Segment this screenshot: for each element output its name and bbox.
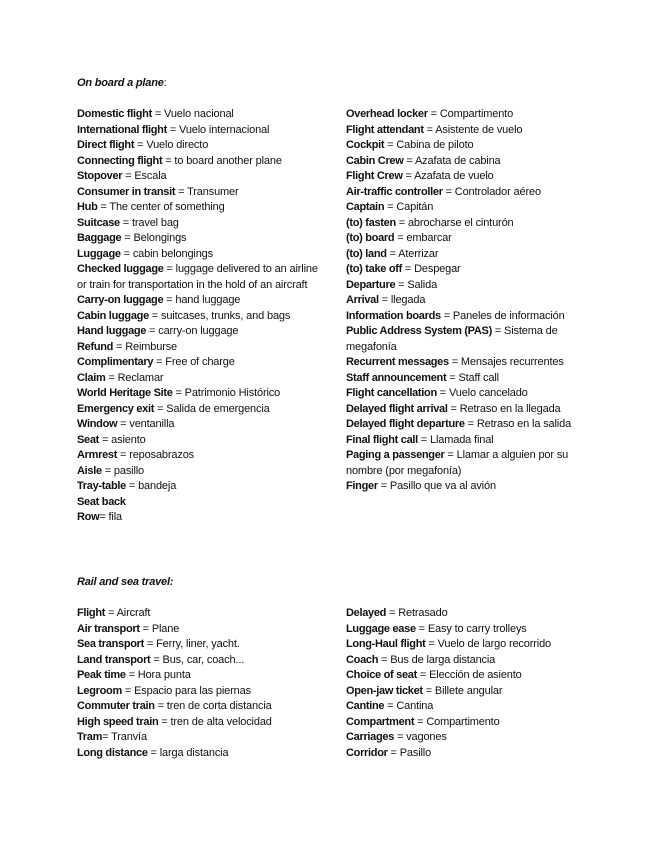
vocab-term: Overhead locker <box>346 108 428 120</box>
vocab-term: Land transport <box>77 653 151 666</box>
vocab-definition: Cabina de piloto <box>396 139 474 151</box>
vocab-separator: = <box>448 356 461 368</box>
vocab-entry <box>77 262 329 293</box>
vocab-term: Staff announcement <box>346 371 447 384</box>
vocab-entry <box>346 606 586 622</box>
vocab-definition: fila <box>108 511 122 523</box>
vocab-definition: abrocharse el cinturón <box>407 216 514 229</box>
vocab-entry <box>346 386 586 402</box>
vocab-definition: Bus, car, coach... <box>162 653 245 666</box>
vocab-entry <box>77 464 329 480</box>
vocab-entry <box>346 200 586 216</box>
vocab-entry <box>346 324 586 355</box>
vocab-term: Seat back <box>77 495 126 508</box>
vocab-entry <box>346 433 586 449</box>
vocab-separator: = <box>134 139 147 151</box>
vocab-term: Claim <box>77 371 106 384</box>
vocab-separator: = <box>117 418 130 430</box>
vocab-term: Stopover <box>77 170 123 182</box>
vocab-term: Tram <box>77 731 103 743</box>
vocab-term: Legroom <box>77 684 122 697</box>
vocab-entry <box>346 355 586 371</box>
vocab-term: Direct flight <box>77 139 135 151</box>
vocab-entry <box>346 417 586 433</box>
vocab-term: Compartment <box>346 715 415 728</box>
vocab-separator: = <box>442 185 455 198</box>
vocab-definition: Aircraft <box>116 607 151 619</box>
vocab-entry <box>77 107 329 123</box>
vocab-separator: = <box>163 294 176 306</box>
vocab-term: Arrival <box>346 294 379 306</box>
vocab-separator: = <box>113 340 126 353</box>
vocab-separator: = <box>384 139 397 151</box>
vocab-separator: = <box>99 511 109 523</box>
vocab-separator: = <box>423 123 436 136</box>
vocab-definition: Azafata de cabina <box>415 154 501 167</box>
vocab-entry <box>346 622 586 638</box>
vocab-separator: = <box>415 622 428 635</box>
vocab-term: (to) land <box>346 247 387 260</box>
vocab-definition: Belongings <box>133 232 187 244</box>
vocab-separator: = <box>387 746 400 759</box>
vocab-entry <box>77 448 329 464</box>
vocab-definition: Retraso en la llegada <box>459 402 561 415</box>
vocab-definition: tren de corta distancia <box>166 700 272 712</box>
vocab-definition: reposabrazos <box>129 449 195 461</box>
vocab-separator: = <box>491 325 505 337</box>
vocab-term: Checked luggage <box>77 263 164 275</box>
vocab-definition: Controlador aéreo <box>454 185 541 198</box>
vocab-separator: = <box>153 356 166 368</box>
vocab-entry <box>77 355 329 371</box>
vocab-term: Luggage ease <box>346 622 416 635</box>
vocab-term: Emergency exit <box>77 402 155 415</box>
vocab-entry <box>346 154 586 170</box>
vocab-term: Carry-on luggage <box>77 294 164 306</box>
vocab-definition: Billete angular <box>434 684 503 697</box>
vocab-separator: = <box>101 464 114 477</box>
vocab-term: Aisle <box>77 464 102 477</box>
vocab-definition: Vuelo nacional <box>164 108 234 120</box>
vocab-separator: = <box>166 123 180 136</box>
vocab-entry <box>346 262 586 278</box>
vocab-term: Cabin Crew <box>346 154 404 167</box>
section-heading-on-board: On board a plane: <box>77 77 167 89</box>
vocab-column-right <box>346 107 586 495</box>
vocab-entry <box>77 433 329 449</box>
vocab-entry <box>77 340 329 356</box>
vocab-entry <box>346 402 586 418</box>
vocab-definition: Staff call <box>458 371 499 384</box>
vocab-term: Armrest <box>77 449 118 461</box>
vocab-entry <box>346 169 586 185</box>
vocab-definition: bandeja <box>138 480 177 492</box>
vocab-definition: Vuelo de largo recorrido <box>437 638 552 650</box>
vocab-definition: llegada <box>390 294 426 306</box>
vocab-term: Final flight call <box>346 433 418 446</box>
vocab-separator: = <box>144 638 157 650</box>
vocab-definition: Elección de asiento <box>429 669 522 681</box>
vocab-term: Hand luggage <box>77 325 147 337</box>
vocab-term: Domestic flight <box>77 108 152 120</box>
vocab-entry <box>77 495 329 511</box>
vocab-entry <box>346 278 586 294</box>
vocab-separator: = <box>105 371 118 384</box>
vocab-term: Carriages <box>346 731 395 743</box>
vocab-entry <box>77 293 329 309</box>
vocab-term: Choice of seat <box>346 669 417 681</box>
vocab-entry <box>346 668 586 684</box>
vocab-definition: Escala <box>134 170 167 182</box>
vocab-term: Long distance <box>77 746 148 759</box>
vocab-definition: Patrimonio Histórico <box>184 387 281 399</box>
vocab-separator: = <box>403 154 415 167</box>
vocab-definition: The center of something <box>109 201 225 213</box>
vocab-definition: Llamar a alguien por su nombre (por megafonía) <box>346 449 569 477</box>
vocab-definition: asiento <box>111 433 146 446</box>
vocab-definition: Pasillo que va al avión <box>389 480 496 492</box>
vocab-separator: = <box>162 154 175 167</box>
vocab-entry <box>346 123 586 139</box>
vocab-definition: Salida <box>407 278 438 291</box>
vocab-entry <box>77 386 329 402</box>
vocab-separator: = <box>120 247 133 260</box>
vocab-definition: Tranvía <box>111 731 147 743</box>
vocab-entry <box>346 247 586 263</box>
vocab-term: Captain <box>346 201 385 213</box>
vocab-entry <box>77 653 329 669</box>
vocab-entry <box>77 699 329 715</box>
vocab-definition: carry-on luggage <box>158 325 239 337</box>
vocab-separator: = <box>440 309 453 322</box>
vocab-term: Consumer in transit <box>77 185 176 198</box>
vocab-separator: = <box>394 731 407 743</box>
vocab-definition: Easy to carry trolleys <box>427 622 527 635</box>
vocab-term: Cabin luggage <box>77 309 149 322</box>
vocab-separator: = <box>394 232 407 244</box>
vocab-definition: Hora punta <box>137 669 191 681</box>
vocab-definition: Vuelo cancelado <box>448 387 528 399</box>
vocab-separator: = <box>377 480 390 492</box>
vocab-term: Row <box>77 511 100 523</box>
vocab-term: Suitcase <box>77 216 120 229</box>
vocab-entry <box>77 123 329 139</box>
vocab-definition: Reimburse <box>125 340 178 353</box>
vocab-term: Cantine <box>346 700 385 712</box>
vocab-separator: = <box>444 449 457 461</box>
vocab-definition: embarcar <box>406 232 452 244</box>
vocab-definition: Espacio para las piernas <box>134 684 251 697</box>
vocab-entry <box>77 668 329 684</box>
vocab-definition: Bus de larga distancia <box>390 653 496 666</box>
vocab-entry <box>346 479 586 495</box>
vocab-entry <box>346 637 586 653</box>
vocab-definition: Reclamar <box>117 371 164 384</box>
vocab-entry <box>77 715 329 731</box>
vocab-term: Long-Haul flight <box>346 638 426 650</box>
vocab-term: Flight <box>77 607 106 619</box>
vocab-entry <box>346 730 586 746</box>
vocab-separator: = <box>148 309 161 322</box>
vocab-definition: suitcases, trunks, and bags <box>160 309 291 322</box>
vocab-separator: = <box>119 216 132 229</box>
vocab-entry <box>346 448 586 479</box>
vocab-entry <box>346 715 586 731</box>
vocab-definition: Free of charge <box>165 356 235 368</box>
vocab-separator: = <box>150 653 163 666</box>
vocab-entry <box>77 185 329 201</box>
vocab-term: Refund <box>77 340 114 353</box>
vocab-column-right-rail <box>346 606 586 761</box>
vocab-definition: ventanilla <box>129 418 175 430</box>
vocab-term: Recurrent messages <box>346 356 449 368</box>
vocab-entry <box>346 746 586 762</box>
vocab-separator: = <box>395 216 408 229</box>
vocab-term: World Heritage Site <box>77 387 173 399</box>
vocab-term: Tray-table <box>77 480 126 492</box>
vocab-definition: Retraso en la salida <box>476 418 572 430</box>
vocab-entry <box>346 138 586 154</box>
vocab-term: Seat <box>77 433 100 446</box>
vocab-separator: = <box>146 325 159 337</box>
vocab-definition: Plane <box>151 622 180 635</box>
vocab-term: High speed train <box>77 715 159 728</box>
vocab-term: (to) fasten <box>346 216 396 229</box>
vocab-term: Public Address System (PAS) <box>346 325 492 337</box>
vocab-entry <box>346 653 586 669</box>
vocab-entry <box>77 479 329 495</box>
vocab-definition: pasillo <box>113 464 145 477</box>
vocab-definition: Llamada final <box>430 433 494 446</box>
vocab-entry <box>77 684 329 700</box>
vocab-definition: Vuelo directo <box>146 139 209 151</box>
vocab-entry <box>77 637 329 653</box>
vocab-separator: = <box>384 700 397 712</box>
vocab-entry <box>77 324 329 340</box>
vocab-entry <box>346 231 586 247</box>
vocab-term: Corridor <box>346 746 388 759</box>
vocab-definition: travel bag <box>131 216 179 229</box>
vocab-entry <box>346 185 586 201</box>
vocab-definition: Vuelo internacional <box>179 123 270 136</box>
vocab-separator: = <box>102 731 112 743</box>
vocab-entry <box>346 309 586 325</box>
vocab-definition: Compartimento <box>439 108 514 120</box>
vocab-term: Cockpit <box>346 139 385 151</box>
vocab-term: Sea transport <box>77 638 145 650</box>
vocab-definition: Pasillo <box>399 746 432 759</box>
vocab-entry <box>77 231 329 247</box>
vocab-definition: to board another plane <box>174 154 282 167</box>
vocab-separator: = <box>117 449 130 461</box>
vocab-definition: Azafata de vuelo <box>414 170 494 182</box>
vocab-entry <box>346 699 586 715</box>
vocab-separator: = <box>154 700 167 712</box>
vocab-entry <box>77 417 329 433</box>
vocab-definition: Asistente de vuelo <box>435 123 523 136</box>
vocab-term: Flight attendant <box>346 123 424 136</box>
vocab-term: (to) board <box>346 232 395 244</box>
vocab-entry <box>77 169 329 185</box>
vocab-separator: = <box>427 108 440 120</box>
vocab-separator: = <box>99 433 112 446</box>
vocab-definition: Capitán <box>396 201 434 213</box>
vocab-term: Luggage <box>77 247 121 260</box>
vocab-definition: Compartimento <box>426 715 500 728</box>
vocab-term: Delayed <box>346 607 387 619</box>
vocab-separator: = <box>378 653 391 666</box>
vocab-definition: Aterrizar <box>398 247 439 260</box>
vocab-term: Finger <box>346 480 378 492</box>
vocab-entry <box>77 746 329 762</box>
vocab-separator: = <box>436 387 449 399</box>
vocab-entry <box>346 216 586 232</box>
vocab-term: International flight <box>77 123 167 136</box>
vocab-entry <box>77 606 329 622</box>
vocab-entry <box>346 293 586 309</box>
vocab-term: Delayed flight arrival <box>346 402 448 415</box>
vocab-term: Connecting flight <box>77 154 163 167</box>
vocab-separator: = <box>105 607 117 619</box>
vocab-definition: Despegar <box>414 263 461 275</box>
vocab-term: Flight cancellation <box>346 387 437 399</box>
vocab-definition: luggage delivered to an airline or train for transportation in the hold of an aircraft <box>77 263 318 291</box>
vocab-definition: Mensajes recurrentes <box>460 356 564 368</box>
section-heading-rail-sea: Rail and sea travel: <box>77 576 174 588</box>
vocab-entry <box>77 154 329 170</box>
vocab-separator: = <box>384 201 397 213</box>
vocab-separator: = <box>147 746 160 759</box>
vocab-term: Hub <box>77 201 98 213</box>
vocab-entry <box>77 510 329 526</box>
vocab-term: Baggage <box>77 232 122 244</box>
vocab-separator: = <box>395 278 408 291</box>
vocab-separator: = <box>172 387 185 399</box>
vocab-separator: = <box>151 108 165 120</box>
vocab-separator: = <box>125 669 138 681</box>
vocab-separator: = <box>163 263 176 275</box>
vocab-term: Delayed flight departure <box>346 418 465 430</box>
vocab-separator: = <box>122 170 135 182</box>
vocab-separator: = <box>125 480 139 492</box>
vocab-separator: = <box>414 715 427 728</box>
vocab-term: Paging a passenger <box>346 449 445 461</box>
vocab-entry <box>77 622 329 638</box>
vocab-term: Air transport <box>77 622 140 635</box>
vocab-definition: vagones <box>406 731 447 743</box>
vocab-column-left-rail <box>77 606 329 761</box>
vocab-separator: = <box>175 185 188 198</box>
vocab-entry <box>77 216 329 232</box>
vocab-separator: = <box>121 684 135 697</box>
vocab-term: Coach <box>346 653 379 666</box>
vocab-separator: = <box>378 294 391 306</box>
vocab-separator: = <box>401 263 415 275</box>
vocab-entry <box>77 200 329 216</box>
vocab-definition: Sistema de megafonía <box>346 325 558 353</box>
vocab-definition: hand luggage <box>175 294 241 306</box>
vocab-separator: = <box>402 170 415 182</box>
vocab-term: Commuter train <box>77 700 155 712</box>
vocab-entry <box>346 107 586 123</box>
vocab-term: Complimentary <box>77 356 154 368</box>
vocab-entry <box>346 684 586 700</box>
vocab-term: Flight Crew <box>346 170 403 182</box>
vocab-separator: = <box>417 433 430 446</box>
vocab-definition: Cantina <box>396 700 434 712</box>
vocab-separator: = <box>158 715 171 728</box>
vocab-separator: = <box>154 402 167 415</box>
vocab-separator: = <box>417 669 430 681</box>
vocab-entry <box>77 309 329 325</box>
vocab-separator: = <box>139 622 152 635</box>
vocab-term: Departure <box>346 278 396 291</box>
vocab-term: (to) take off <box>346 263 402 275</box>
vocab-entry <box>346 371 586 387</box>
vocab-term: Information boards <box>346 309 441 322</box>
vocab-term: Peak time <box>77 669 126 681</box>
vocab-separator: = <box>97 201 110 213</box>
vocab-term: Open-jaw ticket <box>346 684 423 697</box>
vocab-definition: Salida de emergencia <box>166 402 270 415</box>
vocab-separator: = <box>386 247 399 260</box>
vocab-entry <box>77 402 329 418</box>
vocab-column-left <box>77 107 329 526</box>
vocab-definition: cabin belongings <box>132 247 213 260</box>
vocab-definition: tren de alta velocidad <box>170 715 272 728</box>
vocab-entry <box>77 371 329 387</box>
vocab-separator: = <box>447 402 460 415</box>
vocab-definition: larga distancia <box>159 746 229 759</box>
vocab-separator: = <box>422 684 435 697</box>
vocab-entry <box>77 247 329 263</box>
vocab-entry <box>77 730 329 746</box>
vocab-term: Window <box>77 418 118 430</box>
vocab-definition: Paneles de información <box>452 309 565 322</box>
vocab-separator: = <box>425 638 438 650</box>
vocab-definition: Ferry, liner, yacht. <box>156 638 240 650</box>
vocab-entry <box>77 138 329 154</box>
vocab-separator: = <box>121 232 134 244</box>
vocab-term: Air-traffic controller <box>346 185 443 198</box>
vocab-separator: = <box>446 371 459 384</box>
vocab-separator: = <box>464 418 477 430</box>
vocab-definition: Retrasado <box>398 607 448 619</box>
vocab-definition: Transumer <box>187 185 239 198</box>
vocab-separator: = <box>386 607 399 619</box>
